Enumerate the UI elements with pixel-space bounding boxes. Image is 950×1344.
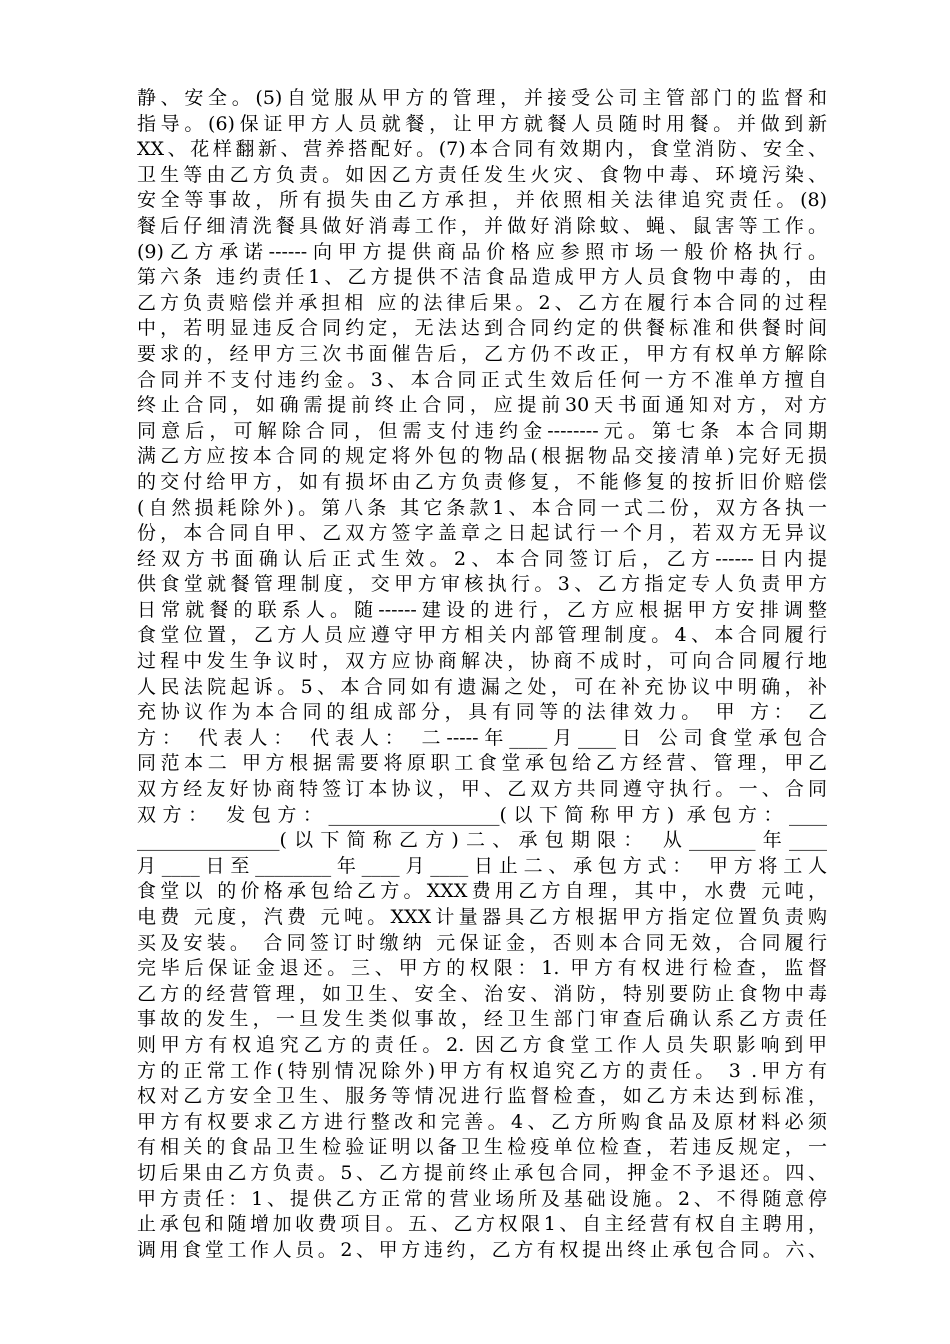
text-line: 切后果由乙方负责。5、乙方提前终止承包合同，押金不予退还。四、 [137,1161,827,1184]
text-line: 充协议作为本合同的组成部分，具有同等的法律效力。 甲 方： 乙 [137,701,827,724]
text-line: (自然损耗除外)。第八条 其它条款1、本合同一式二份，双方各执一 [137,496,827,519]
text-line: 合同并不支付违约金。3、本合同正式生效后任何一方不准单方擅自 [137,368,827,391]
text-line: 完毕后保证金退还。三、甲方的权限：1. 甲方有权进行检查，监督 [137,957,827,980]
text-line: XX、花样翻新、营养搭配好。(7)本合同有效期内，食堂消防、安全、 [137,138,827,161]
text-line: 供食堂就餐管理制度，交甲方审核执行。3、乙方指定专人负责甲方 [137,573,827,596]
text-line: 权对乙方安全卫生、服务等情况进行监督检查，如乙方未达到标准， [137,1085,827,1108]
text-line: 双方： 发包方：__________________(以下简称甲方) 承包方：____ [137,803,827,826]
text-line: 人民法院起诉。5、本合同如有遗漏之处，可在补充协议中明确，补 [137,675,827,698]
text-line: 月____日至________年____月____日止二、承包方式： 甲方将工人 [137,854,827,877]
text-line: 双方经友好协商特签订本协议，甲、乙双方共同遵守执行。一、合同 [137,778,827,801]
text-line: 满乙方应按本合同的规定将外包的物品(根据物品交接清单)完好无损 [137,445,827,468]
text-line: 食堂位置，乙方人员应遵守甲方相关内部管理制度。4、本合同履行 [137,624,827,647]
text-line: 经双方书面确认后正式生效。2、本合同签订后，乙方------日内提 [137,547,827,570]
text-line: 的交付给甲方，如有损坏由乙方负责修复，不能修复的按折旧价赔偿 [137,470,827,493]
text-line: 同范本二 甲方根据需要将原职工食堂承包给乙方经营、管理，甲乙 [137,752,827,775]
text-line: 份，本合同自甲、乙双方签字盖章之日起试行一个月，若双方无异议 [137,522,827,545]
document-body [137,86,827,1263]
text-line: 过程中发生争议时，双方应协商解决，协商不成时，可向合同履行地 [137,650,827,673]
text-line: 甲方责任：1、提供乙方正常的营业场所及基础设施。2、不得随意停 [137,1187,827,1210]
text-line: 第六条 违约责任1、乙方提供不洁食品造成甲方人员食物中毒的，由 [137,266,827,289]
text-line: 指导。(6)保证甲方人员就餐，让甲方就餐人员随时用餐。并做到新 [137,112,827,135]
text-line: 事故的发生，一旦发生类似事故，经卫生部门审查后确认系乙方责任 [137,1008,827,1031]
text-line: 安全等事故，所有损失由乙方承担，并依照相关法律追究责任。(8) [137,189,827,212]
text-line: 要求的，经甲方三次书面催告后，乙方仍不改正，甲方有权单方解除 [137,342,827,365]
text-line: 方： 代表人： 代表人： 二-----年____月____日 公司食堂承包合 [137,726,827,749]
text-line: 方的正常工作(特别情况除外)甲方有权追究乙方的责任。 3 .甲方有 [137,1059,827,1082]
text-line: (9)乙方承诺------向甲方提供商品价格应参照市场一般价格执行。 [137,240,827,263]
text-line: 静、安全。(5)自觉服从甲方的管理，并接受公司主管部门的监督和 [137,87,827,109]
text-line: 中，若明显违反合同约定，无法达到合同约定的供餐标准和供餐时间 [137,317,827,340]
text-line: 止承包和随增加收费项目。五、乙方权限1、自主经营有权自主聘用， [137,1213,827,1236]
text-line: 调用食堂工作人员。2、甲方违约，乙方有权提出终止承包合同。六、 [137,1238,827,1261]
text-line: 则甲方有权追究乙方的责任。2. 因乙方食堂工作人员失职影响到甲 [137,1033,827,1056]
text-line: 甲方有权要求乙方进行整改和完善。4、乙方所购食品及原材料必须 [137,1110,827,1133]
text-line: 卫生等由乙方负责。如因乙方责任发生火灾、食物中毒、环境污染、 [137,163,827,186]
text-line: 日常就餐的联系人。随------建设的进行，乙方应根据甲方安排调整 [137,598,827,621]
text-line: 电费 元度，汽费 元吨。XXX计量器具乙方根据甲方指定位置负责购 [137,906,827,928]
text-line: 乙方负责赔偿并承担相 应的法律后果。2、乙方在履行本合同的过程 [137,291,827,314]
text-line: _______________(以下简称乙方)二、承包期限： 从_______年____ [137,829,827,852]
text-line: 同意后，可解除合同，但需支付违约金--------元。第七条 本合同期 [137,419,827,442]
text-line: 餐后仔细清洗餐具做好消毒工作，并做好消除蚊、蝇、鼠害等工作。 [137,214,827,237]
text-line: 买及安装。 合同签订时缴纳 元保证金，否则本合同无效，合同履行 [137,931,827,954]
text-line: 终止合同，如确需提前终止合同，应提前30天书面通知对方，对方 [137,394,827,417]
text-line: 有相关的食品卫生检验证明以备卫生检疫单位检查，若违反规定，一 [137,1136,827,1159]
text-line: 食堂以 的价格承包给乙方。XXX费用乙方自理，其中，水费 元吨， [137,880,827,903]
text-line: 乙方的经营管理，如卫生、安全、治安、消防，特别要防止食物中毒 [137,982,827,1005]
